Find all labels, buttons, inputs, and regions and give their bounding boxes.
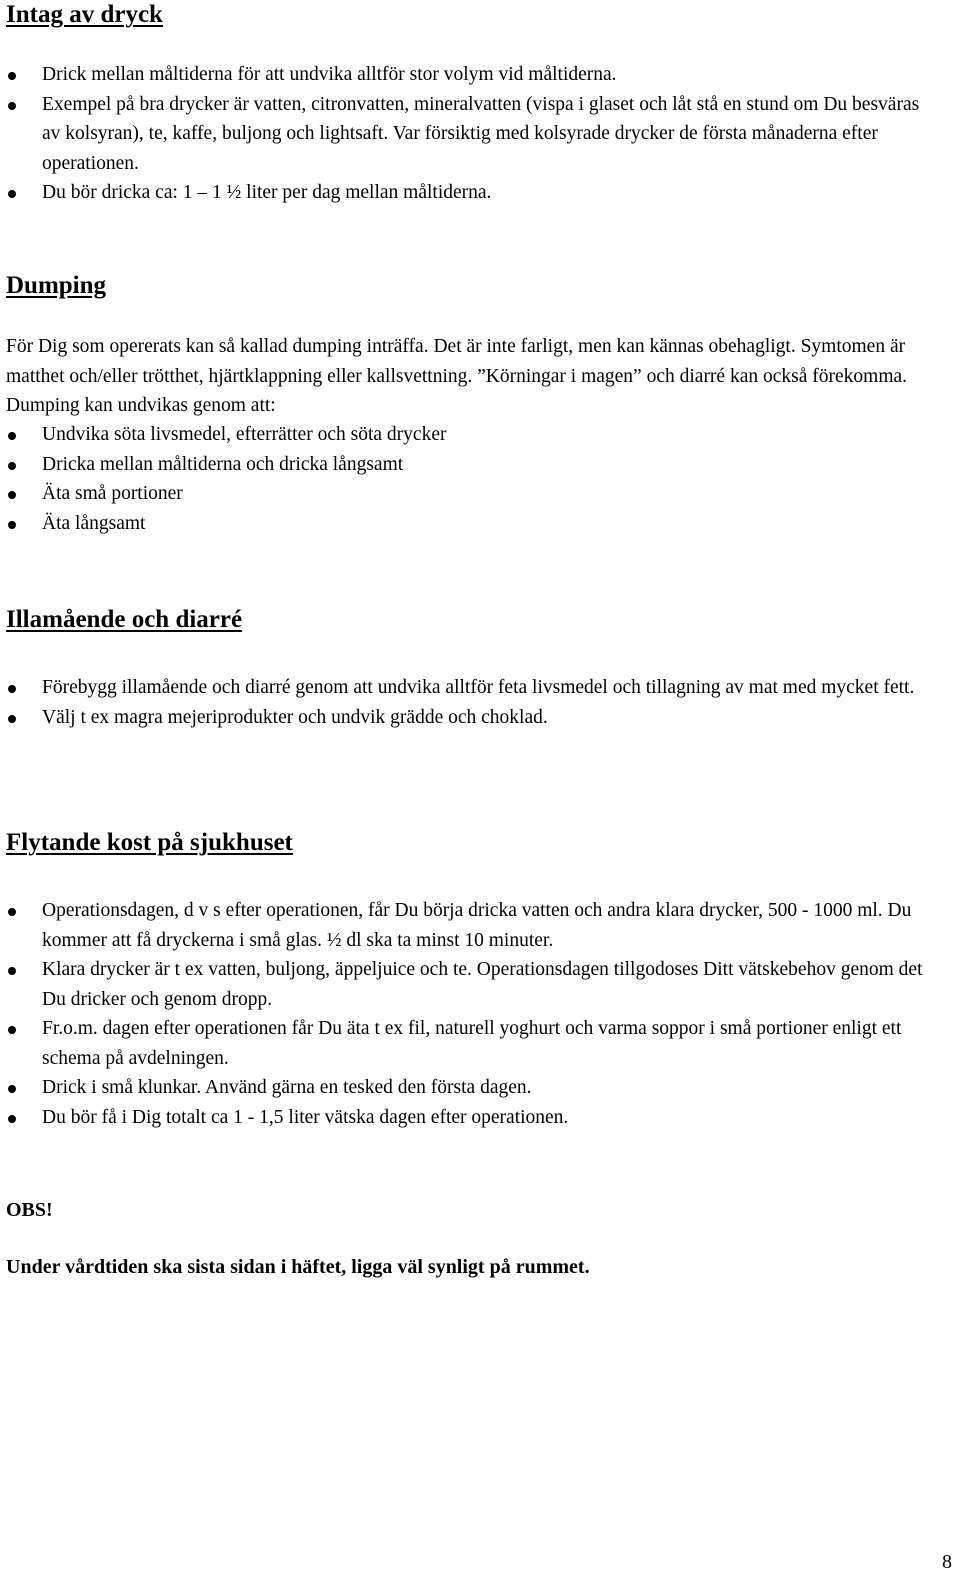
list-item: Du bör få i Dig totalt ca 1 - 1,5 liter vätska dagen efter operationen. xyxy=(0,1103,940,1133)
section-heading-dumping: Dumping xyxy=(6,272,107,299)
bullet-list-illamaende xyxy=(0,673,940,732)
list-item: Drick i små klunkar. Använd gärna en tesked den första dagen. xyxy=(0,1073,940,1103)
obs-note: Under vårdtiden ska sista sidan i häftet, ligga väl synligt på rummet. xyxy=(6,1256,590,1278)
list-item: Äta små portioner xyxy=(0,479,940,509)
bullet-icon xyxy=(8,715,16,723)
list-item: Drick mellan måltiderna för att undvika alltför stor volym vid måltiderna. xyxy=(0,60,940,90)
section-heading-illamaende-och-diarre: Illamående och diarré xyxy=(6,606,243,633)
bullet-icon xyxy=(8,432,16,440)
bullet-icon xyxy=(8,72,16,80)
dumping-paragraph: För Dig som opererats kan så kallad dumping inträffa. Det är inte farligt, men kan kännas obehagligt. Symtomen är matthet och/eller trötthet, hjärtklappning eller kallsvettning. ”Körningar i magen” och diarré kan också förekomma. Dumping kan undvikas genom att: xyxy=(6,336,908,416)
bullet-icon xyxy=(8,521,16,529)
obs-label: OBS! xyxy=(6,1199,53,1221)
section-heading-flytande-kost: Flytande kost på sjukhuset xyxy=(6,829,293,856)
bullet-icon xyxy=(8,908,16,916)
bullet-icon xyxy=(8,1115,16,1123)
bullet-list-flytande-kost xyxy=(0,896,940,1132)
list-item: Dricka mellan måltiderna och dricka långsamt xyxy=(0,450,940,480)
bullet-icon xyxy=(8,1026,16,1034)
bullet-icon xyxy=(8,1085,16,1093)
list-item: Operationsdagen, d v s efter operationen, får Du börja dricka vatten och andra klara drycker, 500 - 1000 ml. Du kommer att få dryckerna i små glas. ½ dl ska ta minst 10 minuter. xyxy=(0,896,940,955)
list-item: Fr.o.m. dagen efter operationen får Du äta t ex fil, naturell yoghurt och varma soppor i små portioner enligt ett schema på avdelningen. xyxy=(0,1014,940,1073)
bullet-list-dumping xyxy=(0,420,940,538)
list-item: Du bör dricka ca: 1 – 1 ½ liter per dag mellan måltiderna. xyxy=(0,178,940,208)
list-item: Förebygg illamående och diarré genom att undvika alltför feta livsmedel och tillagning av mat med mycket fett. xyxy=(0,673,940,703)
bullet-icon xyxy=(8,102,16,110)
page-number: 8 xyxy=(942,1551,952,1573)
list-item: Klara drycker är t ex vatten, buljong, äppeljuice och te. Operationsdagen tillgodoses Ditt vätskebehov genom det Du dricker och genom dropp. xyxy=(0,955,940,1014)
bullet-icon xyxy=(8,491,16,499)
list-item: Äta långsamt xyxy=(0,509,940,539)
section-heading-intag-av-dryck: Intag av dryck xyxy=(6,1,163,28)
list-item: Undvika söta livsmedel, efterrätter och söta drycker xyxy=(0,420,940,450)
bullet-icon xyxy=(8,462,16,470)
bullet-icon xyxy=(8,967,16,975)
list-item: Exempel på bra drycker är vatten, citronvatten, mineralvatten (vispa i glaset och låt stå en stund om Du besväras av kolsyran), te, kaffe, buljong och lightsaft. Var försiktig med kolsyrade drycker de första månaderna efter operationen. xyxy=(0,90,940,179)
bullet-icon xyxy=(8,685,16,693)
bullet-icon xyxy=(8,190,16,198)
list-item: Välj t ex magra mejeriprodukter och undvik grädde och choklad. xyxy=(0,703,940,733)
bullet-list-intag-av-dryck xyxy=(0,60,940,208)
